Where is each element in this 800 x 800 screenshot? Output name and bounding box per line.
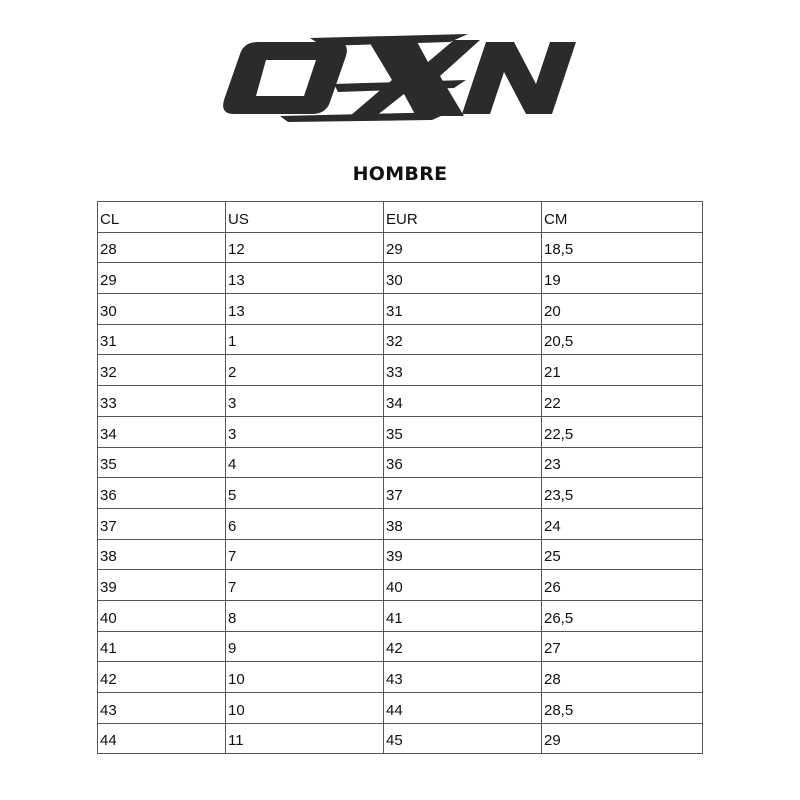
cell-cl: 35	[98, 447, 226, 478]
cell-cm: 20,5	[542, 324, 703, 355]
cell-eur: 38	[384, 508, 542, 539]
table-row	[98, 416, 703, 447]
cell-eur: 44	[384, 693, 542, 724]
cell-cl: 39	[98, 570, 226, 601]
cell-eur: 32	[384, 324, 542, 355]
cell-eur: 30	[384, 263, 542, 294]
cell-cm: 23	[542, 447, 703, 478]
cell-eur: 39	[384, 539, 542, 570]
cell-cl: 37	[98, 508, 226, 539]
table-row	[98, 693, 703, 724]
cell-cl: 43	[98, 693, 226, 724]
size-chart-table	[97, 201, 703, 754]
cell-cl: 34	[98, 416, 226, 447]
cell-cm: 19	[542, 263, 703, 294]
cell-eur: 34	[384, 386, 542, 417]
cell-cm: 18,5	[542, 232, 703, 263]
cell-us: 1	[226, 324, 384, 355]
cell-cl: 32	[98, 355, 226, 386]
cell-us: 9	[226, 631, 384, 662]
cell-us: 4	[226, 447, 384, 478]
cell-eur: 43	[384, 662, 542, 693]
cell-cl: 31	[98, 324, 226, 355]
page-title: HOMBRE	[352, 163, 448, 185]
cell-cm: 29	[542, 723, 703, 754]
table-row	[98, 478, 703, 509]
cell-cm: 21	[542, 355, 703, 386]
table-row	[98, 263, 703, 294]
cell-eur: 40	[384, 570, 542, 601]
table-row	[98, 662, 703, 693]
cell-eur: 35	[384, 416, 542, 447]
table-row	[98, 232, 703, 263]
cell-eur: 42	[384, 631, 542, 662]
cell-cl: 30	[98, 294, 226, 325]
cell-us: 7	[226, 570, 384, 601]
table-row	[98, 508, 703, 539]
table-row	[98, 600, 703, 631]
cell-cm: 26,5	[542, 600, 703, 631]
cell-cm: 26	[542, 570, 703, 601]
table-row	[98, 447, 703, 478]
cell-cm: 20	[542, 294, 703, 325]
table-row	[98, 723, 703, 754]
cell-cl: 28	[98, 232, 226, 263]
column-header-cl: CL	[98, 202, 226, 233]
cell-eur: 29	[384, 232, 542, 263]
cell-us: 13	[226, 263, 384, 294]
table-row	[98, 631, 703, 662]
cell-us: 3	[226, 416, 384, 447]
cell-eur: 33	[384, 355, 542, 386]
cell-cm: 23,5	[542, 478, 703, 509]
cell-cm: 28	[542, 662, 703, 693]
cell-cl: 29	[98, 263, 226, 294]
cell-us: 8	[226, 600, 384, 631]
table-row	[98, 386, 703, 417]
cell-cl: 38	[98, 539, 226, 570]
cell-cm: 22	[542, 386, 703, 417]
cell-cl: 40	[98, 600, 226, 631]
table-row	[98, 324, 703, 355]
cell-us: 10	[226, 693, 384, 724]
table-row	[98, 294, 703, 325]
cell-cl: 36	[98, 478, 226, 509]
cell-cm: 28,5	[542, 693, 703, 724]
cell-cm: 22,5	[542, 416, 703, 447]
cell-us: 7	[226, 539, 384, 570]
column-header-eur: EUR	[384, 202, 542, 233]
cell-us: 13	[226, 294, 384, 325]
table-row	[98, 355, 703, 386]
cell-us: 2	[226, 355, 384, 386]
column-header-cm: CM	[542, 202, 703, 233]
cell-us: 3	[226, 386, 384, 417]
cell-us: 12	[226, 232, 384, 263]
cell-eur: 45	[384, 723, 542, 754]
table-row	[98, 570, 703, 601]
size-chart-body	[98, 232, 703, 754]
oxn-logo	[218, 32, 582, 122]
cell-us: 6	[226, 508, 384, 539]
cell-eur: 37	[384, 478, 542, 509]
cell-cm: 27	[542, 631, 703, 662]
cell-us: 5	[226, 478, 384, 509]
cell-cm: 25	[542, 539, 703, 570]
cell-eur: 31	[384, 294, 542, 325]
cell-eur: 36	[384, 447, 542, 478]
table-header-row	[98, 202, 703, 233]
cell-cl: 41	[98, 631, 226, 662]
column-header-us: US	[226, 202, 384, 233]
cell-eur: 41	[384, 600, 542, 631]
cell-cm: 24	[542, 508, 703, 539]
table-row	[98, 539, 703, 570]
cell-us: 11	[226, 723, 384, 754]
cell-cl: 42	[98, 662, 226, 693]
cell-cl: 44	[98, 723, 226, 754]
cell-us: 10	[226, 662, 384, 693]
cell-cl: 33	[98, 386, 226, 417]
